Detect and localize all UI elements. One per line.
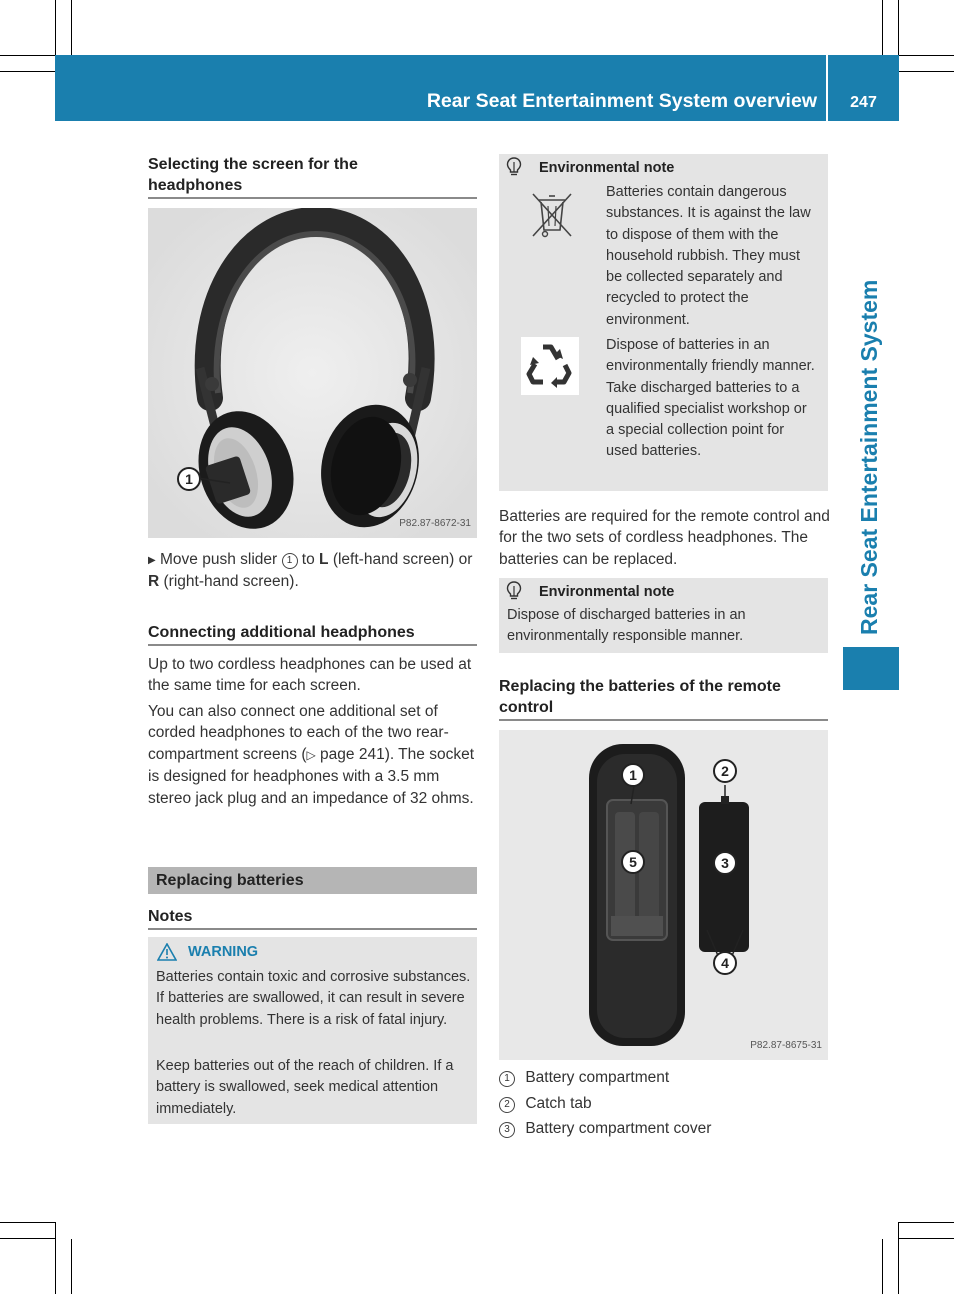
paragraph-cordless: Up to two cordless headphones can be used at the same time for each screen. bbox=[148, 656, 472, 695]
warning-box bbox=[148, 937, 477, 1124]
section-heading-replacing-remote-batteries: Replacing the batteries of the remote control bbox=[499, 678, 781, 716]
page-title: Rear Seat Entertainment System overview bbox=[426, 90, 817, 112]
environmental-note-paragraph: Dispose of discharged batteries in an environmentally responsible manner. bbox=[507, 607, 746, 645]
section-bar-label: Replacing batteries bbox=[156, 872, 304, 889]
environmental-note-box-1 bbox=[499, 154, 828, 491]
legend-text: Catch tab bbox=[525, 1094, 592, 1112]
paragraph-batteries-required: Batteries are required for the remote control and for the two sets of cordless headphones. The batteries can be replaced. bbox=[499, 508, 830, 568]
legend-item bbox=[499, 1093, 828, 1119]
heading-rule bbox=[148, 644, 477, 646]
step-L: L bbox=[319, 551, 329, 568]
figure-legend bbox=[499, 1067, 828, 1144]
lightbulb-icon bbox=[506, 581, 522, 601]
crop-mark bbox=[899, 55, 954, 56]
step-text-post: (right-hand screen). bbox=[159, 573, 299, 591]
figure-id: P82.87-8675-31 bbox=[750, 1039, 822, 1051]
paragraph-corded-text: You can also connect one additional set of corded headphones to each of the two rear-compartment screens ( bbox=[148, 703, 449, 763]
step-R: R bbox=[148, 573, 160, 591]
crop-mark bbox=[898, 1222, 899, 1294]
callout-5: 5 bbox=[621, 850, 645, 874]
crossed-out-bin-icon bbox=[529, 190, 575, 240]
callout-2: 2 bbox=[713, 759, 737, 783]
environmental-note-paragraph-2: Dispose of batteries in an environmentally friendly manner. Take discharged batteries to a qualified specialist workshop or a special collection point for used batteries. bbox=[606, 337, 815, 460]
headphones-illustration bbox=[148, 208, 477, 538]
side-chapter-title: Rear Seat Entertainment System bbox=[856, 279, 882, 635]
legend-item bbox=[499, 1067, 828, 1093]
callout-4: 4 bbox=[713, 951, 737, 975]
environmental-note-paragraph-1: Batteries contain dangerous substances. It is against the law to dispose of them with the household rubbish. They must be collected separately and recycled to protect the environment. bbox=[606, 184, 811, 328]
step-text-to: to bbox=[297, 551, 320, 568]
crop-mark bbox=[899, 71, 954, 72]
heading-rule bbox=[148, 197, 477, 199]
page-number: 247 bbox=[850, 94, 877, 111]
legend-item bbox=[499, 1118, 828, 1144]
callout-1: 1 bbox=[621, 763, 645, 787]
crop-mark bbox=[899, 1238, 954, 1239]
crop-mark bbox=[0, 1222, 55, 1223]
environmental-note-box-2 bbox=[499, 578, 828, 653]
step-text-pre: Move push slider bbox=[160, 551, 282, 568]
crop-mark bbox=[0, 1238, 55, 1239]
recycling-icon bbox=[521, 337, 579, 395]
heading-rule bbox=[148, 928, 477, 930]
notes-heading: Notes bbox=[148, 908, 193, 925]
warning-triangle-icon bbox=[157, 943, 177, 961]
crop-mark bbox=[55, 0, 56, 55]
header-bar bbox=[55, 55, 899, 121]
crop-mark bbox=[71, 1239, 72, 1294]
environmental-note-title: Environmental note bbox=[539, 160, 675, 176]
legend-text: Battery compartment cover bbox=[525, 1120, 712, 1137]
section-heading-connecting: Connecting additional headphones bbox=[148, 624, 415, 641]
heading-rule bbox=[499, 719, 828, 721]
crop-mark bbox=[899, 1222, 954, 1223]
crop-mark bbox=[0, 71, 55, 72]
warning-title: WARNING bbox=[188, 944, 259, 960]
legend-number: 1 bbox=[499, 1071, 515, 1087]
step-text-mid: (left-hand screen) or bbox=[328, 551, 473, 568]
side-tab-block bbox=[843, 647, 899, 690]
page-ref-arrow-icon: ▷ bbox=[306, 747, 316, 762]
crop-mark bbox=[71, 0, 72, 55]
paragraph-corded-text-end: page 241). The socket is designed for headphones with a 3.5 mm stereo jack plug and an impedance of 32 ohms. bbox=[148, 745, 474, 807]
remote-control-figure bbox=[499, 730, 828, 1060]
section-heading-selecting-screen: Selecting the screen for the headphones bbox=[148, 156, 358, 194]
step-arrow-icon: ▶ bbox=[148, 555, 156, 566]
warning-paragraph-2: Keep batteries out of the reach of children. If a battery is swallowed, seek medical attention immediately. bbox=[156, 1058, 454, 1117]
crop-mark bbox=[882, 0, 883, 55]
step-number: 1 bbox=[282, 553, 298, 569]
warning-paragraph-1: Batteries contain toxic and corrosive substances. If batteries are swallowed, it can result in severe health problems. There is a risk of fatal injury. bbox=[156, 969, 471, 1028]
callout-1: 1 bbox=[177, 467, 201, 491]
legend-number: 3 bbox=[499, 1122, 515, 1138]
figure-id: P82.87-8672-31 bbox=[399, 517, 471, 529]
lightbulb-icon bbox=[506, 157, 522, 177]
environmental-note-title: Environmental note bbox=[539, 584, 675, 600]
remote-control-illustration bbox=[499, 730, 828, 1060]
crop-mark bbox=[882, 1239, 883, 1294]
section-bar-replacing-batteries bbox=[148, 867, 477, 894]
legend-text: Battery compartment bbox=[525, 1069, 670, 1086]
legend-number: 2 bbox=[499, 1097, 515, 1113]
callout-3: 3 bbox=[713, 851, 737, 875]
headphones-figure bbox=[148, 208, 477, 538]
crop-mark bbox=[898, 0, 899, 55]
crop-mark bbox=[0, 55, 55, 56]
paragraph-corded bbox=[148, 701, 480, 809]
crop-mark bbox=[55, 1222, 56, 1294]
step-instruction bbox=[148, 549, 480, 593]
